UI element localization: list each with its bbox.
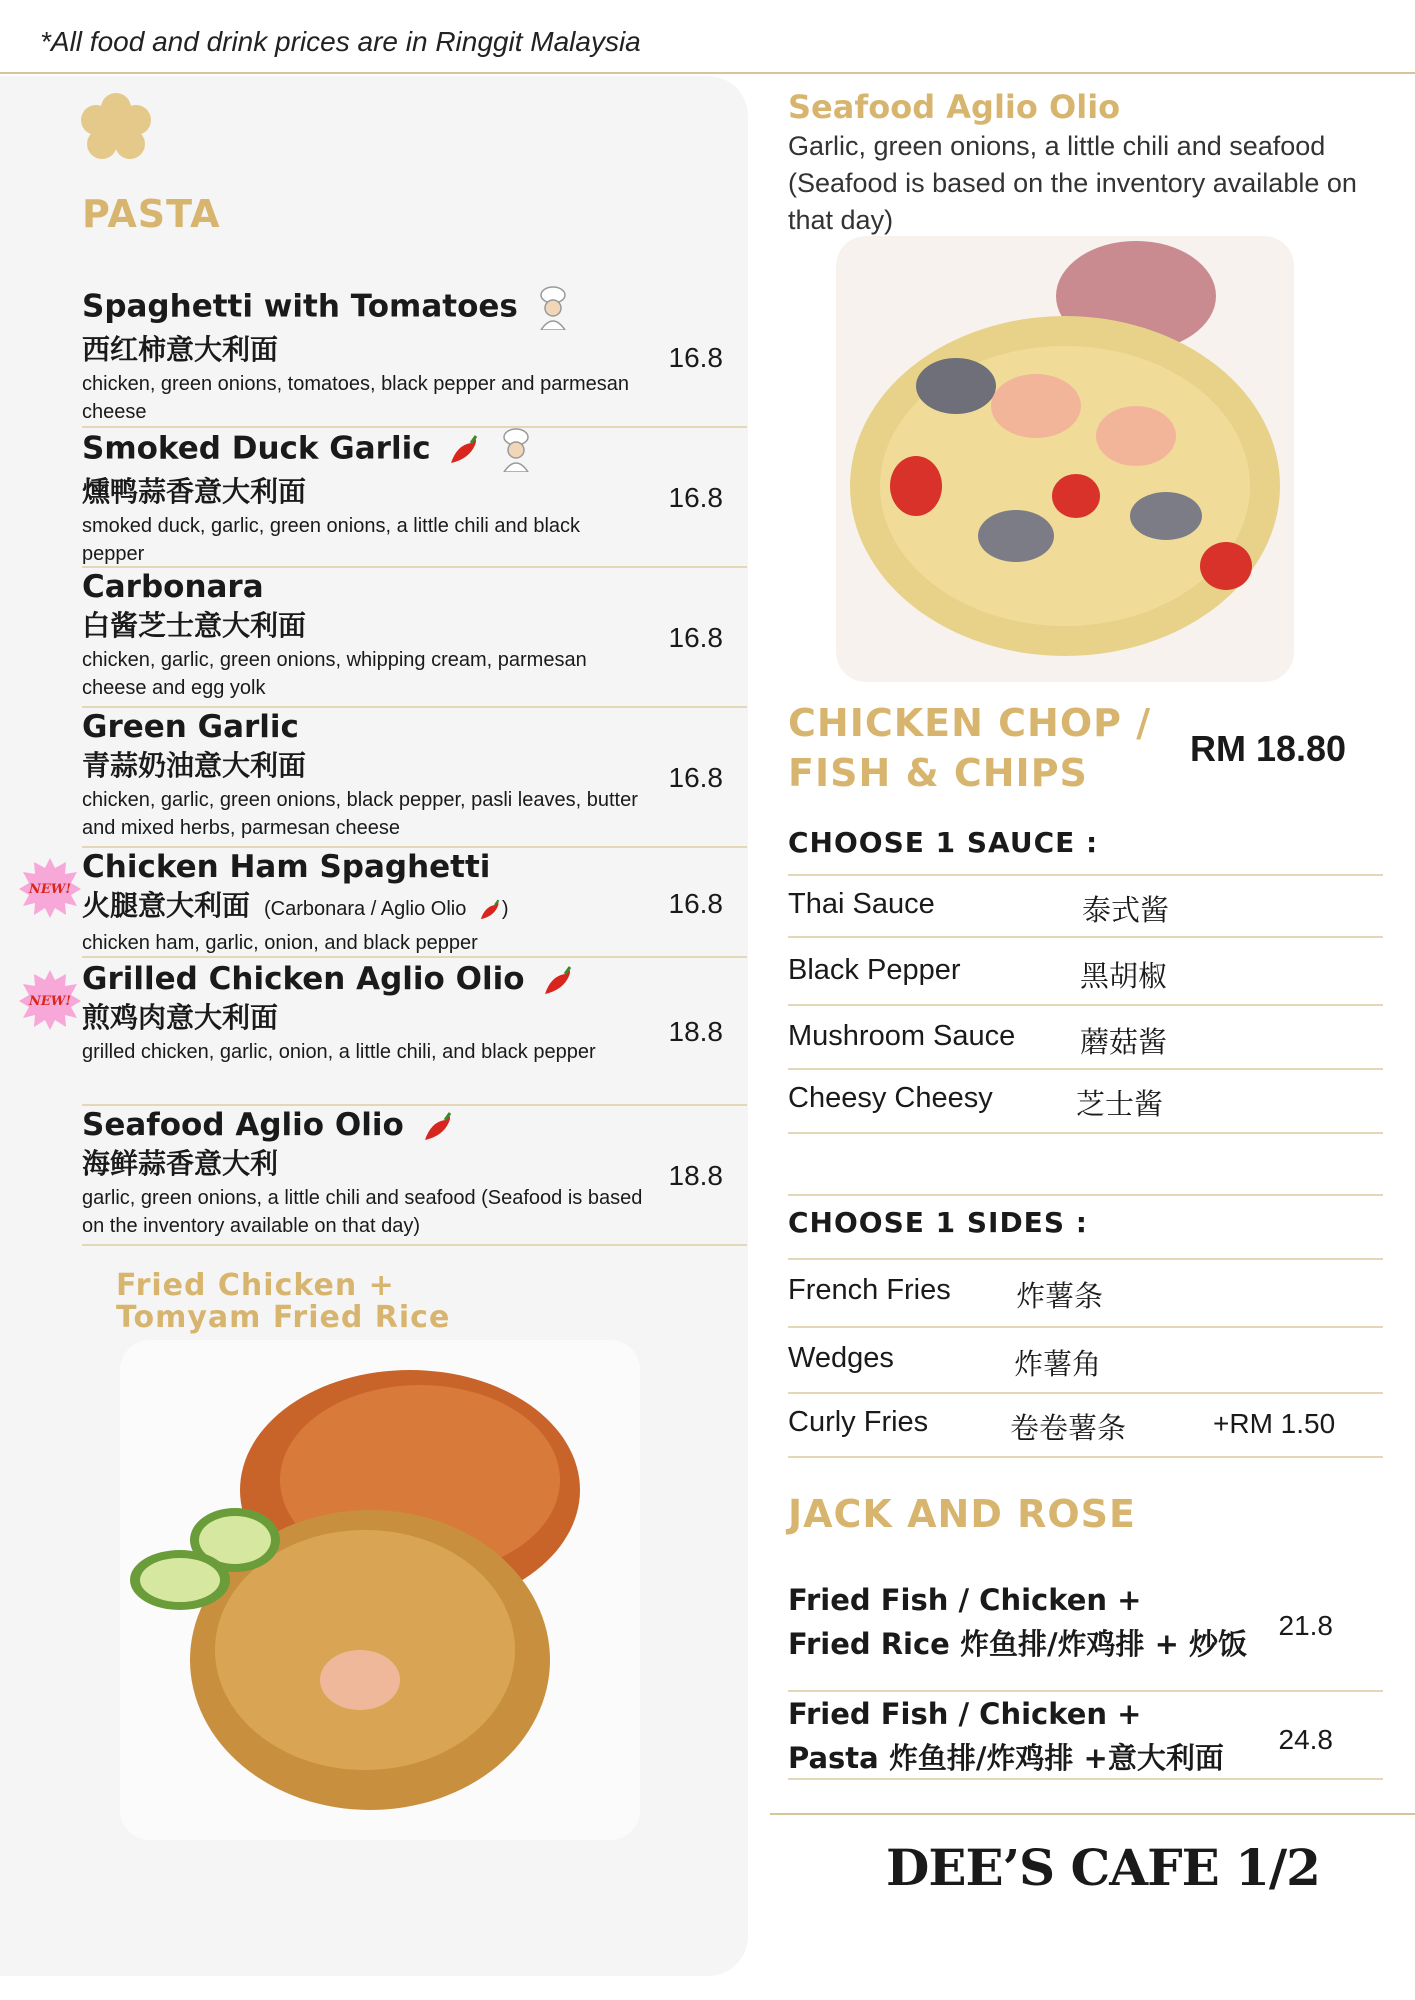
menu-item <box>82 286 747 428</box>
item-price: 16.8 <box>668 342 723 373</box>
chef-icon <box>535 286 571 330</box>
chili-icon <box>447 433 481 467</box>
cafe-brand: DEE’S CAFE 1/2 <box>886 1838 1320 1897</box>
fried-chicken-title: Fried Chicken + Tomyam Fried Rice <box>116 1268 451 1335</box>
svg-text:NEW!: NEW! <box>28 882 72 897</box>
footer-divider <box>770 1813 1415 1815</box>
item-chinese-name: 海鲜蒜香意大利 <box>82 1148 279 1179</box>
side-surcharge: +RM 1.50 <box>1213 1408 1336 1439</box>
sauce-option <box>788 938 1383 1006</box>
menu-item <box>82 568 747 708</box>
item-name: Carbonara <box>82 569 264 605</box>
item-price: 18.8 <box>668 1016 723 1047</box>
menu-item <box>82 428 747 568</box>
seafood-feature-title: Seafood Aglio Olio <box>788 88 1121 126</box>
item-chinese-name: 火腿意大利面 <box>82 890 251 921</box>
sauce-option <box>788 1006 1383 1070</box>
side-option <box>788 1328 1383 1394</box>
sauce-name: Cheesy Cheesy <box>788 1082 993 1114</box>
menu-item <box>82 708 747 848</box>
side-name: French Fries <box>788 1274 951 1306</box>
new-badge-icon <box>18 968 82 1032</box>
item-price: 18.8 <box>668 1160 723 1191</box>
combo-name-line1: Fried Fish / Chicken + <box>788 1583 1142 1617</box>
item-description: garlic, green onions, a little chili and seafood (Seafood is based on the inventory available on that day) <box>82 1187 643 1237</box>
item-chinese-name: 青蒜奶油意大利面 <box>82 750 307 781</box>
combo-item <box>788 1692 1383 1780</box>
item-chinese-name: 煎鸡肉意大利面 <box>82 1002 279 1033</box>
item-chinese-name: 白酱芝士意大利面 <box>82 610 307 641</box>
side-name: Wedges <box>788 1342 894 1374</box>
sauce-option <box>788 1070 1383 1134</box>
sauce-option <box>788 876 1383 938</box>
chef-icon <box>498 428 534 472</box>
sauce-chinese-name: 芝士酱 <box>1076 1089 1164 1121</box>
item-price: 16.8 <box>668 888 723 919</box>
item-description: chicken, garlic, green onions, black pepper, pasli leaves, butter and mixed herbs, parmesan cheese <box>82 789 638 839</box>
chicken-chop-title: CHICKEN CHOP / FISH & CHIPS <box>788 701 1152 795</box>
chili-icon <box>478 898 502 922</box>
item-name: Chicken Ham Spaghetti <box>82 849 491 885</box>
header-divider <box>0 72 1415 74</box>
combo-price: 21.8 <box>1278 1610 1333 1641</box>
side-chinese-name: 炸薯角 <box>1014 1349 1102 1381</box>
menu-item <box>82 960 747 1106</box>
chili-icon <box>541 964 575 998</box>
fried-chicken-photo <box>120 1340 640 1840</box>
item-description: smoked duck, garlic, green onions, a little chili and black pepper <box>82 515 581 565</box>
combo-name-line2: Fried Rice 炸鱼排/炸鸡排 + 炒饭 <box>788 1627 1248 1661</box>
seafood-feature-description: Garlic, green onions, a little chili and seafood (Seafood is based on the inventory available on that day) <box>788 131 1357 235</box>
sauce-name: Mushroom Sauce <box>788 1020 1016 1052</box>
item-price: 16.8 <box>668 482 723 513</box>
new-badge-icon <box>18 856 82 920</box>
flower-icon <box>78 90 154 166</box>
item-description: chicken, green onions, tomatoes, black pepper and parmesan cheese <box>82 373 630 423</box>
item-chinese-name: 西红柿意大利面 <box>82 334 279 365</box>
item-name: Grilled Chicken Aglio Olio <box>82 961 525 997</box>
sides-heading: CHOOSE 1 SIDES : <box>788 1206 1088 1239</box>
combo-item <box>788 1578 1383 1692</box>
item-price: 16.8 <box>668 762 723 793</box>
item-chinese-name: 燻鸭蒜香意大利面 <box>82 476 307 507</box>
item-name: Seafood Aglio Olio <box>82 1107 404 1143</box>
side-option <box>788 1260 1383 1328</box>
item-description: grilled chicken, garlic, onion, a little chili, and black pepper <box>82 1041 596 1063</box>
side-option <box>788 1394 1383 1458</box>
combo-name-line1: Fried Fish / Chicken + <box>788 1697 1142 1731</box>
chicken-chop-price: RM 18.80 <box>1190 728 1347 769</box>
jack-and-rose-title: JACK AND ROSE <box>788 1492 1136 1536</box>
item-name: Green Garlic <box>82 709 299 745</box>
side-chinese-name: 炸薯条 <box>1016 1281 1104 1313</box>
item-price: 16.8 <box>668 622 723 653</box>
sauce-name: Black Pepper <box>788 954 961 986</box>
pasta-section-title: PASTA <box>82 192 221 236</box>
item-name: Spaghetti with Tomatoes <box>82 288 518 325</box>
chili-icon <box>421 1110 455 1144</box>
sauce-name: Thai Sauce <box>788 888 935 920</box>
sauce-chinese-name: 黑胡椒 <box>1080 961 1168 993</box>
side-chinese-name: 卷卷薯条 <box>1010 1413 1127 1445</box>
sauce-chinese-name: 泰式酱 <box>1082 895 1170 927</box>
item-variant-note: (Carbonara / Aglio Olio ) <box>264 898 509 920</box>
sauce-chinese-name: 蘑菇酱 <box>1080 1027 1168 1059</box>
seafood-pasta-photo <box>836 236 1294 682</box>
svg-text:NEW!: NEW! <box>28 994 72 1009</box>
combo-name-line2: Pasta 炸鱼排/炸鸡排 +意大利面 <box>788 1741 1224 1775</box>
side-name: Curly Fries <box>788 1406 929 1438</box>
combo-price: 24.8 <box>1278 1724 1333 1755</box>
price-currency-note: *All food and drink prices are in Ringgit Malaysia <box>40 26 641 57</box>
item-description: chicken ham, garlic, onion, and black pepper <box>82 932 478 954</box>
menu-item <box>82 848 747 958</box>
divider <box>788 1194 1383 1196</box>
item-description: chicken, garlic, green onions, whipping cream, parmesan cheese and egg yolk <box>82 649 587 699</box>
item-name: Smoked Duck Garlic <box>82 430 431 467</box>
menu-item <box>82 1106 747 1246</box>
sauce-heading: CHOOSE 1 SAUCE : <box>788 826 1099 859</box>
